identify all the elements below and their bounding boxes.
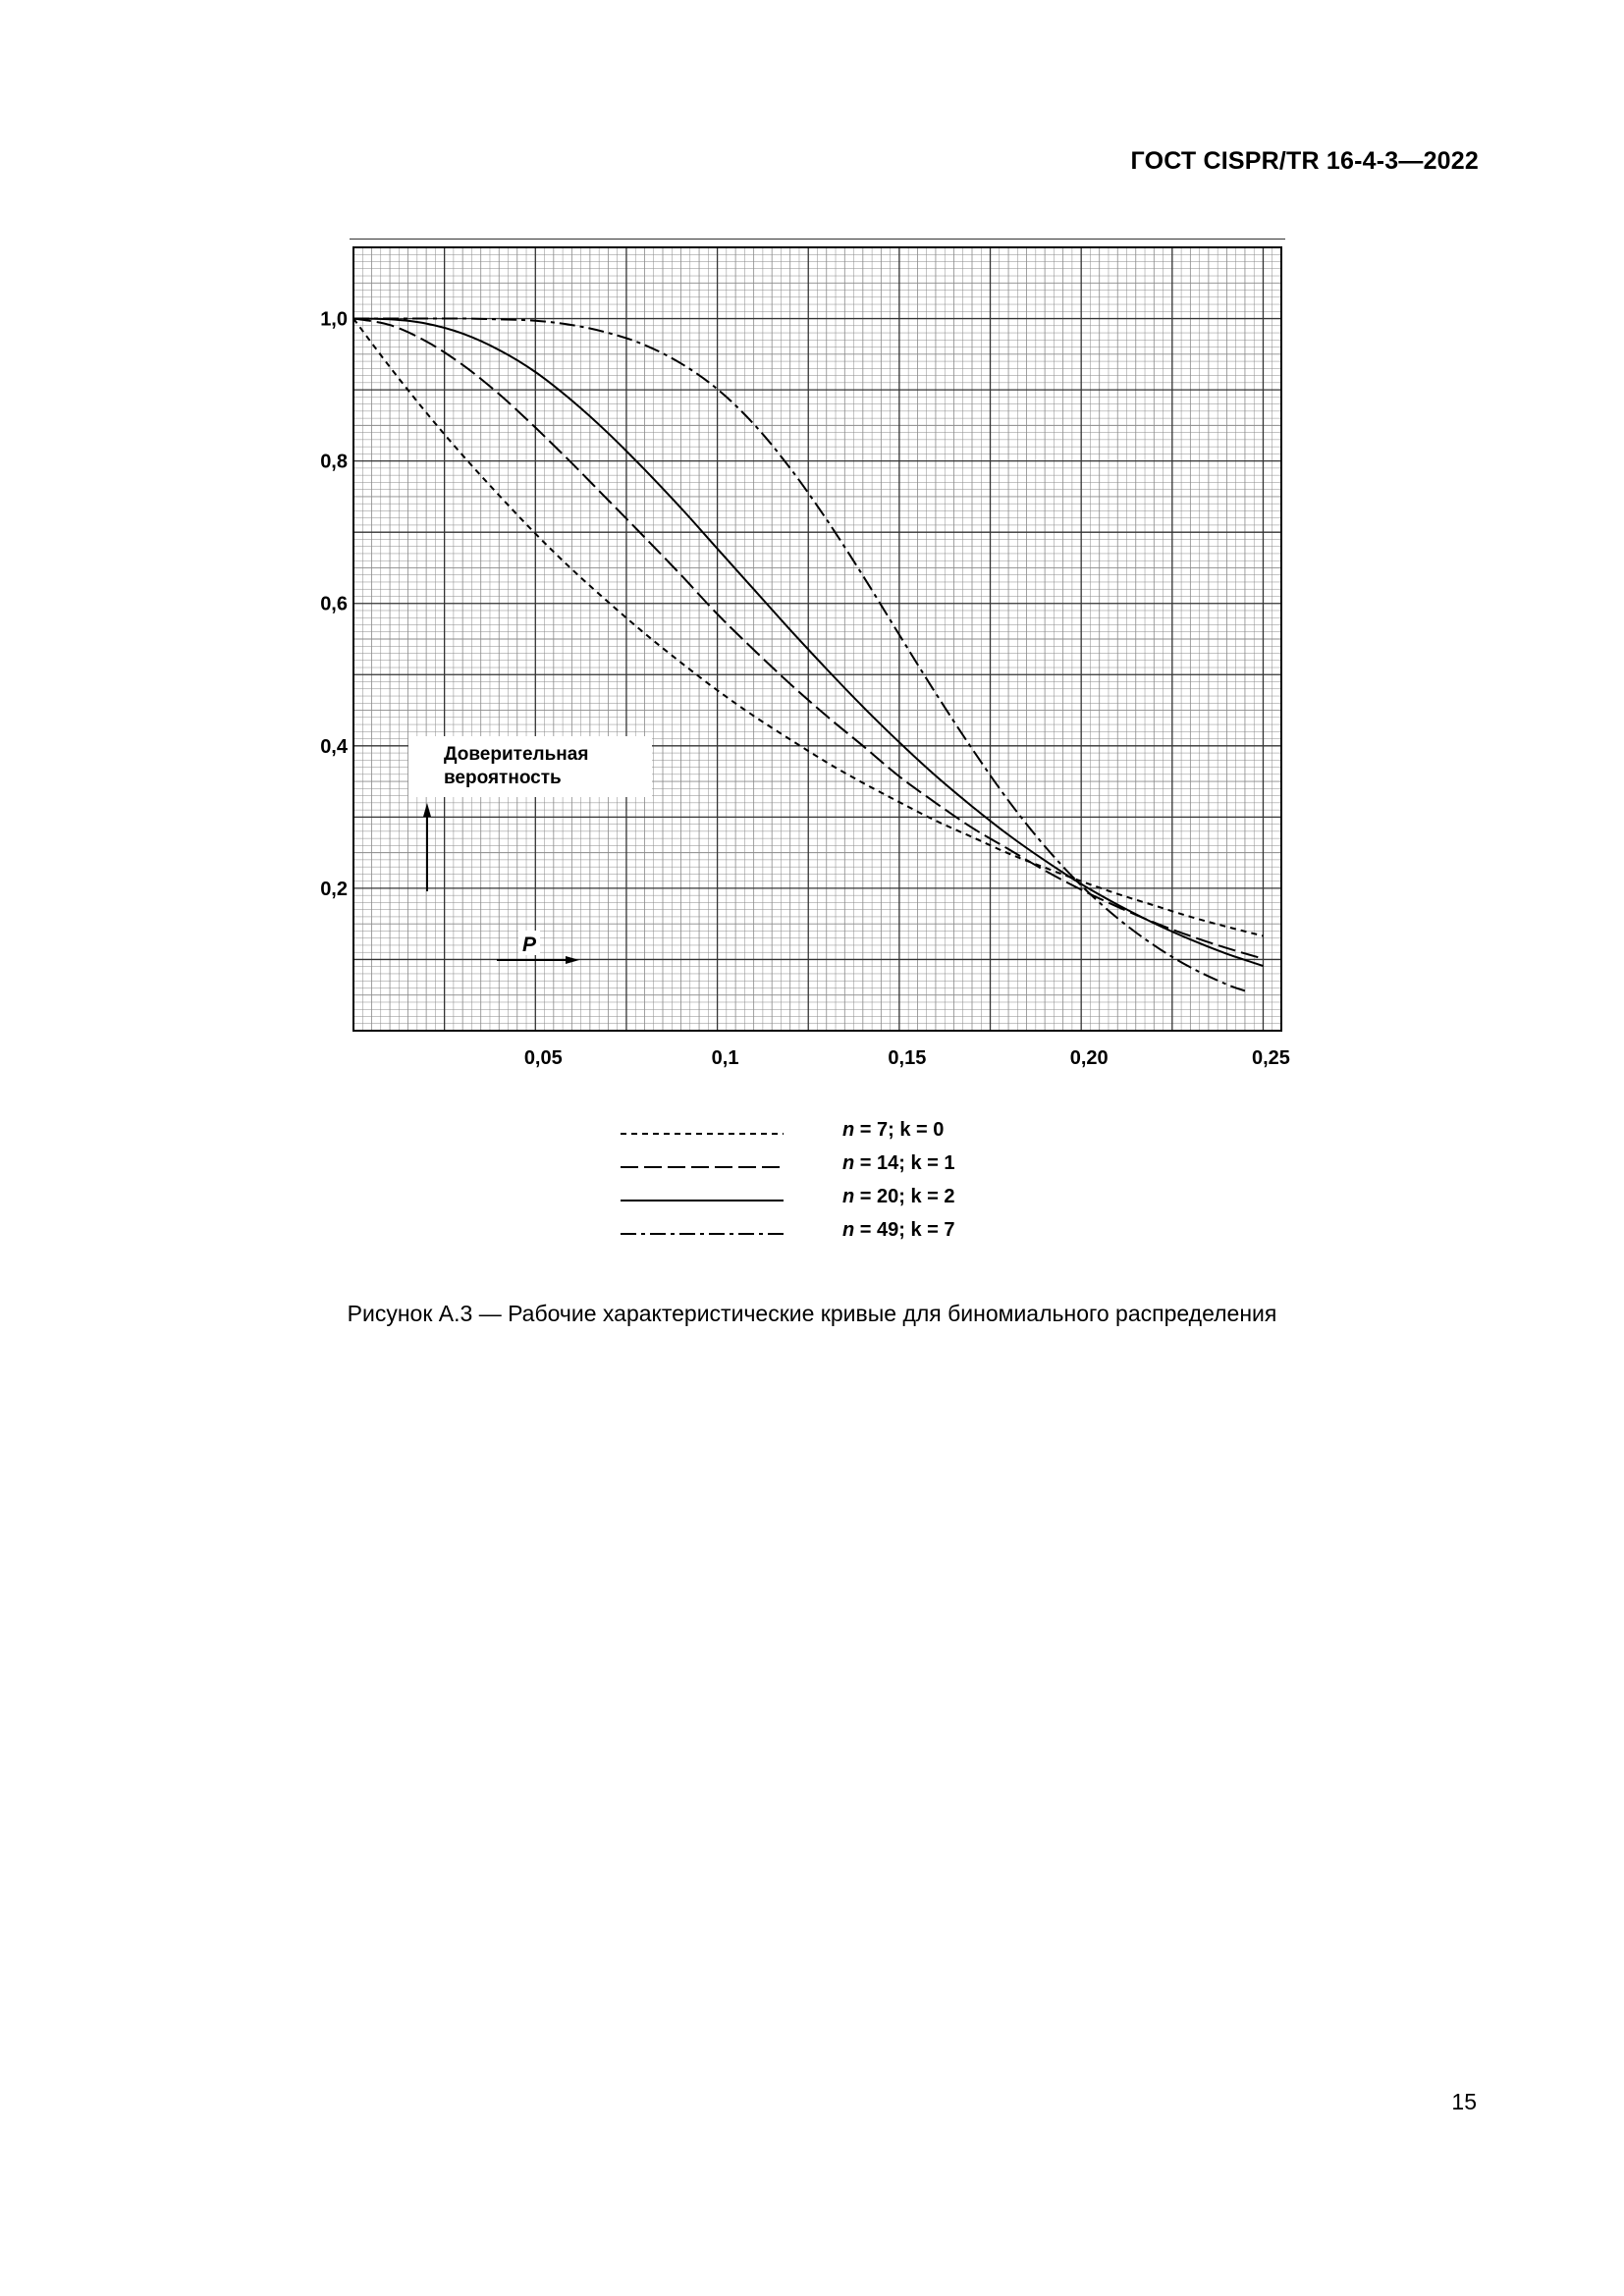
x-tick-label: 0,05 <box>523 1047 563 1069</box>
legend-label: n = 49; k = 7 <box>842 1219 955 1241</box>
y-axis-label-line1: Доверительная <box>444 744 589 765</box>
page-number: 15 <box>1451 2089 1477 2114</box>
oc-chart <box>295 236 1306 1080</box>
legend-swatch-solid <box>619 1194 785 1207</box>
document-header: ГОСТ CISPR/TR 16-4-3—2022 <box>1130 147 1479 175</box>
y-tick-label: 0,4 <box>320 735 348 758</box>
x-tick-label: 0,15 <box>888 1047 927 1069</box>
x-tick-label: 0,25 <box>1252 1047 1290 1069</box>
legend-item <box>619 1186 1031 1219</box>
y-tick-label: 1,0 <box>320 308 348 331</box>
legend-item <box>619 1152 1031 1186</box>
legend-swatch-dash-dot <box>619 1227 785 1241</box>
x-axis-arrowhead <box>566 956 579 964</box>
minor-grid <box>353 247 1281 1031</box>
y-tick-label: 0,2 <box>320 878 348 900</box>
y-tick-label: 0,8 <box>320 451 348 473</box>
y-tick-label: 0,6 <box>320 593 348 615</box>
legend-item <box>619 1219 1031 1253</box>
x-tick-label: 0,1 <box>711 1047 739 1069</box>
legend-swatch-short-dash <box>619 1127 785 1141</box>
legend <box>619 1119 1031 1253</box>
legend-label: n = 7; k = 0 <box>842 1119 945 1141</box>
x-tick-label: 0,20 <box>1069 1047 1109 1069</box>
legend-item <box>619 1119 1031 1152</box>
x-tick-labels <box>524 1047 1290 1069</box>
legend-label: n = 20; k = 2 <box>842 1186 955 1207</box>
y-axis-label-line2: вероятность <box>444 768 562 788</box>
legend-label: n = 14; k = 1 <box>842 1152 955 1174</box>
x-axis-label: P <box>522 934 537 956</box>
y-tick-labels <box>320 309 349 900</box>
figure-caption: Рисунок А.3 — Рабочие характеристические кривые для биномиального распределения <box>347 1301 1277 1326</box>
legend-swatch-long-dash <box>619 1160 785 1174</box>
